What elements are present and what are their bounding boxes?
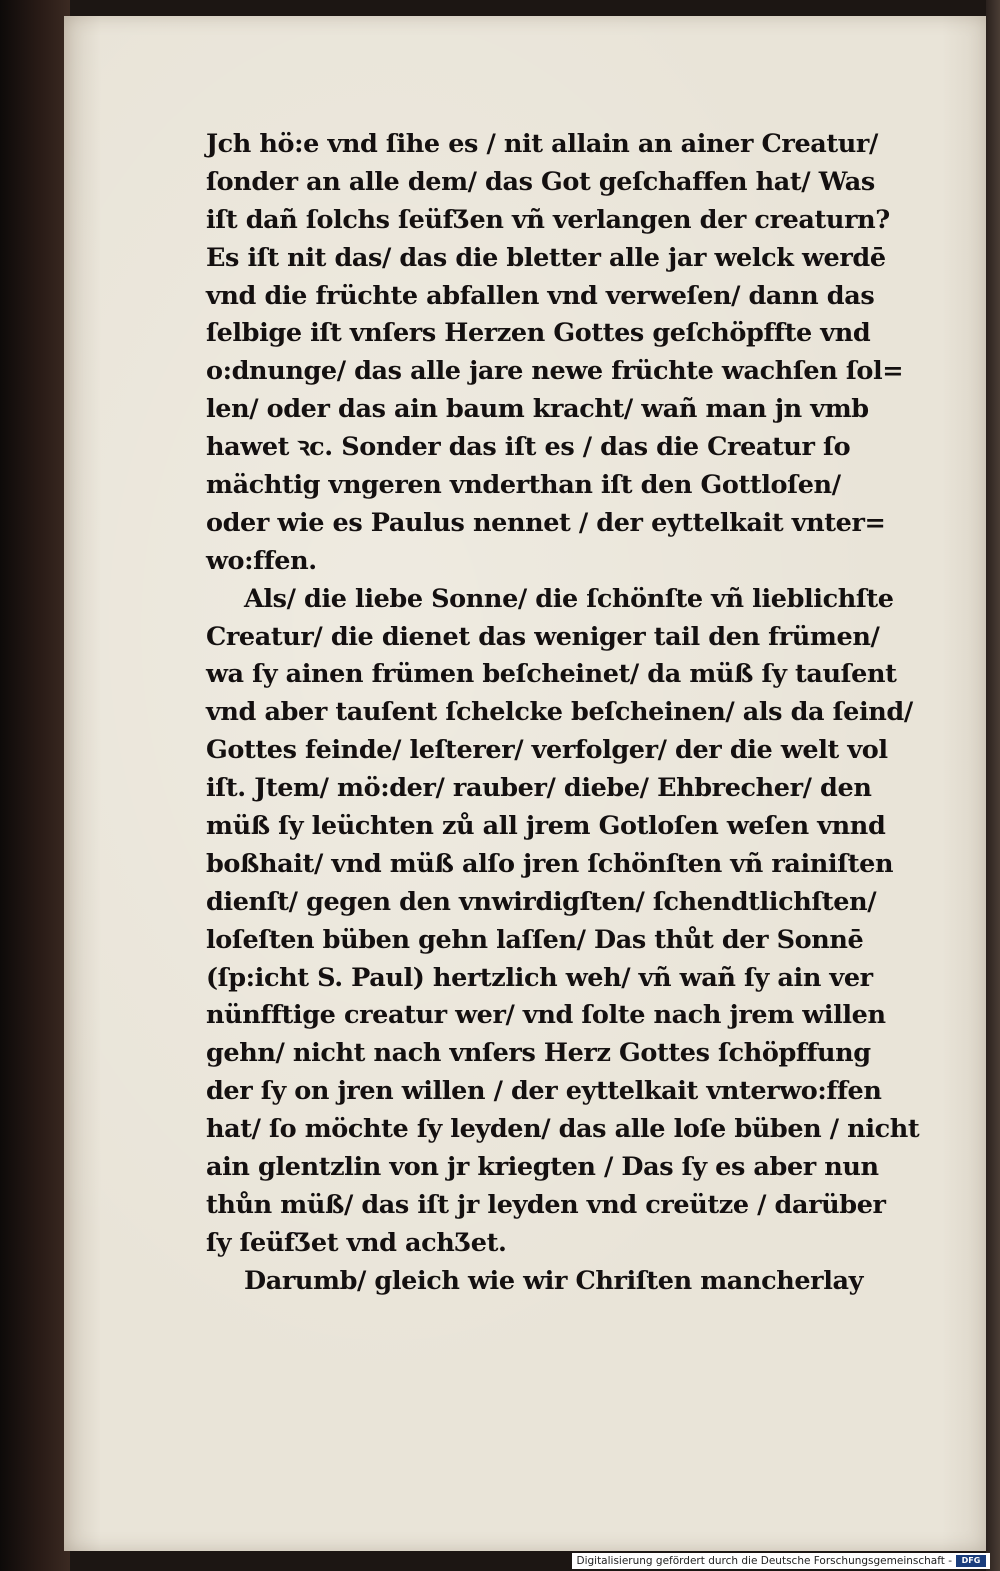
text-line: nünfftige creatur wer/ vnd ſolte nach jrem willen	[206, 1000, 886, 1031]
funding-footer	[572, 1553, 990, 1569]
paragraph-start-line: Als/ die liebe Sonne/ die ſchönſte vñ lieblichſte	[244, 583, 894, 614]
text-line: o:dnunge/ das alle jare newe früchte wachſen ſol=	[206, 356, 904, 387]
text-line: len/ oder das ain baum kracht/ wañ man jn vmb	[206, 394, 869, 425]
text-line: der ſy on jren willen / der eyttelkait vnterwo:ffen	[206, 1076, 882, 1107]
text-line: mächtig vngeren vnderthan iſt den Gottloſen/	[206, 470, 841, 501]
text-line: Jch hö:e vnd ſihe es / nit allain an ainer Creatur/	[206, 129, 878, 159]
text-line: ain glentzlin von jr kriegten / Das ſy es aber nun	[206, 1152, 879, 1183]
page-edge-right	[986, 0, 1000, 1571]
funding-credit-text: Digitalisierung gefördert durch die Deutsche Forschungsgemeinschaft -	[576, 1555, 952, 1567]
text-line: hawet ꝛc. Sonder das iſt es / das die Creatur ſo	[206, 432, 851, 463]
text-line: dienſt/ gegen den vnwirdigſten/ ſchendtlichſten/	[206, 886, 877, 917]
text-line: wo:ffen.	[206, 545, 317, 576]
text-line: Creatur/ die dienet das weniger tail den frümen/	[206, 621, 880, 652]
text-line: ſonder an alle dem/ das Got geſchaffen hat/ Was	[206, 166, 875, 197]
text-line: oder wie es Paulus nennet / der eyttelkait vnter=	[206, 507, 886, 538]
text-line: thůn müß/ das iſt jr leyden vnd creütze / darüber	[206, 1189, 886, 1220]
text-line: vnd aber tauſent ſchelcke beſcheinen/ als da ſeind/	[206, 697, 913, 728]
text-line: hat/ ſo möchte ſy leyden/ das alle loſe büben / nicht	[206, 1114, 920, 1145]
text-line: (ſp:icht S. Paul) hertzlich weh/ vñ wañ ſy ain ver	[206, 962, 873, 993]
text-line: Es iſt nit das/ das die bletter alle jar welck werdē	[206, 242, 886, 273]
page-text	[206, 126, 934, 1301]
text-line: boßhait/ vnd müß alſo jren ſchönſten vñ rainiſten	[206, 848, 894, 879]
paragraph-start-line: Darumb/ gleich wie wir Chriſten mancherlay	[244, 1265, 864, 1296]
text-line: wa ſy ainen frümen beſcheinet/ da müß ſy tauſent	[206, 659, 897, 690]
text-line: iſt dañ ſolchs ſeüfƷen vñ verlangen der creaturn?	[206, 204, 890, 235]
dfg-logo-icon: DFG	[956, 1555, 986, 1567]
text-line: gehn/ nicht nach vnſers Herz Gottes ſchöpffung	[206, 1038, 871, 1069]
text-line: ſy ſeüfƷet vnd achƷet.	[206, 1227, 507, 1258]
text-line: ſelbige iſt vnſers Herzen Gottes geſchöpffte vnd	[206, 318, 871, 349]
background-left-dark	[0, 0, 70, 1571]
text-line: vnd die früchte abfallen vnd verweſen/ dann das	[206, 280, 875, 311]
text-line: Gottes feinde/ leſterer/ verfolger/ der die welt vol	[206, 735, 888, 766]
text-line: müß ſy leüchten zů all jrem Gotloſen weſen vnnd	[206, 811, 886, 842]
text-line: loſeſten büben gehn laſſen/ Das thůt der Sonnē	[206, 924, 864, 955]
text-line: iſt. Jtem/ mö:der/ rauber/ diebe/ Ehbrecher/ den	[206, 773, 872, 804]
